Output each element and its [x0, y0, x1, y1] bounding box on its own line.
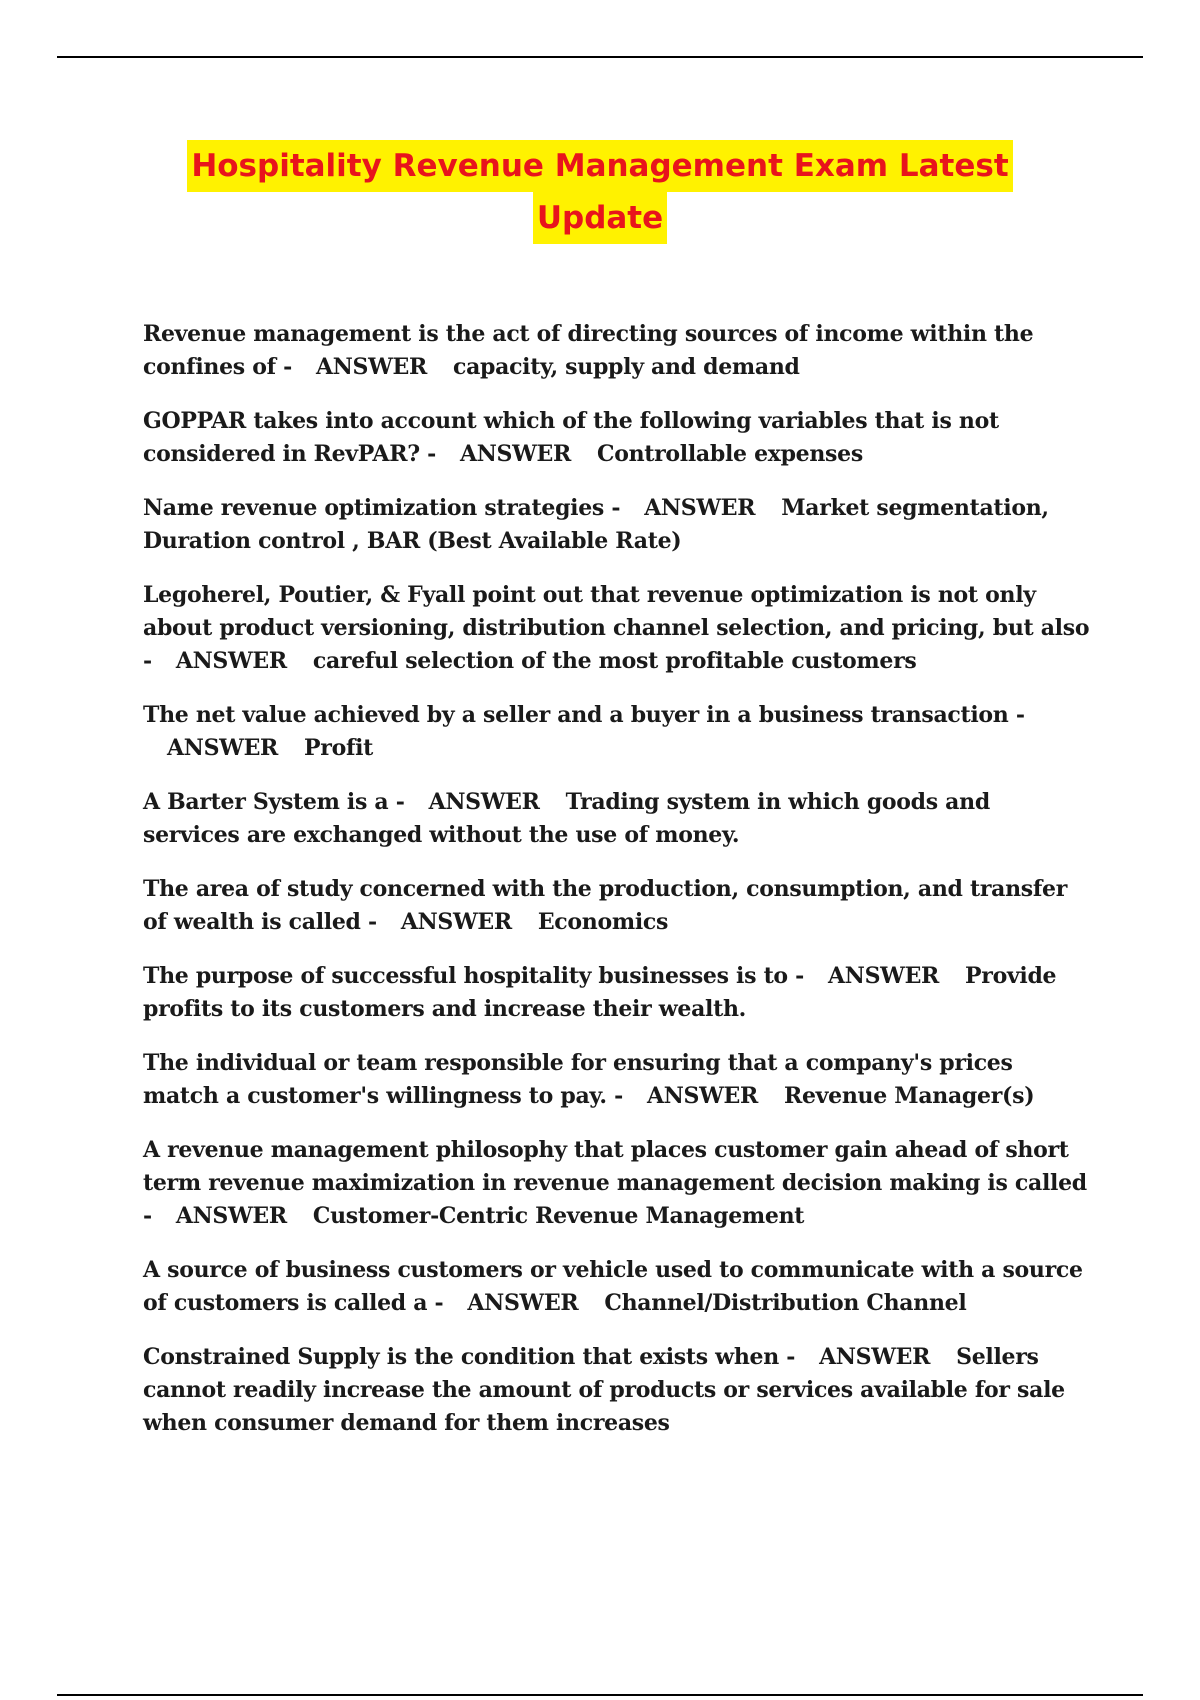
- question-text: The individual or team responsible for ensuring that a company's prices match a customer's willingness to pay. -: [143, 1050, 1013, 1109]
- question-text: Constrained Supply is the condition that exists when -: [143, 1344, 796, 1370]
- qa-list: [143, 318, 1093, 1461]
- answer-label: ANSWER: [175, 1203, 287, 1229]
- question-text: A Barter System is a -: [143, 789, 405, 815]
- answer-label: ANSWER: [828, 963, 940, 989]
- question-text: GOPPAR takes into account which of the following variables that is not considered in RevPAR? -: [143, 408, 999, 467]
- answer-text: Trading system in which goods and services are exchanged without the use of money.: [143, 789, 990, 848]
- answer-label: ANSWER: [646, 1083, 758, 1109]
- answer-text: careful selection of the most profitable customers: [312, 648, 917, 674]
- answer-label: ANSWER: [167, 735, 279, 761]
- qa-item: [143, 318, 1093, 384]
- question-text: Legoherel, Poutier, & Fyall point out that revenue optimization is not only about product versioning, distribution channel selection, and pricing, but also -: [143, 582, 1090, 674]
- qa-item: [143, 405, 1093, 471]
- question-text: A source of business customers or vehicle used to communicate with a source of customers is called a -: [143, 1257, 1083, 1316]
- answer-text: Controllable expenses: [597, 441, 863, 467]
- qa-item: [143, 579, 1093, 678]
- answer-text: Sellers cannot readily increase the amount of products or services available for sale when consumer demand for them increases: [143, 1344, 1065, 1436]
- title-line-1: Hospitality Revenue Management Exam Latest: [187, 140, 1012, 192]
- question-text: The area of study concerned with the production, consumption, and transfer of wealth is called -: [143, 876, 1068, 935]
- answer-label: ANSWER: [459, 441, 571, 467]
- qa-item: [143, 786, 1093, 852]
- answer-label: ANSWER: [315, 354, 427, 380]
- qa-item: [143, 1047, 1093, 1113]
- answer-label: ANSWER: [467, 1290, 579, 1316]
- answer-label: ANSWER: [819, 1344, 931, 1370]
- question-text: The purpose of successful hospitality businesses is to -: [143, 963, 804, 989]
- answer-text: Channel/Distribution Channel: [604, 1290, 967, 1316]
- qa-item: [143, 1341, 1093, 1440]
- answer-label: ANSWER: [175, 648, 287, 674]
- qa-item: [143, 873, 1093, 939]
- footer-rule: [57, 1694, 1143, 1696]
- answer-text: Economics: [537, 909, 669, 935]
- answer-label: ANSWER: [644, 495, 756, 521]
- qa-item: [143, 1254, 1093, 1320]
- answer-label: ANSWER: [428, 789, 540, 815]
- answer-text: Market segmentation, Duration control , BAR (Best Available Rate): [143, 495, 1049, 554]
- answer-text: Provide profits to its customers and increase their wealth.: [143, 963, 1057, 1022]
- question-text: Name revenue optimization strategies -: [143, 495, 621, 521]
- question-text: Revenue management is the act of directing sources of income within the confines of -: [143, 321, 1034, 380]
- question-text: A revenue management philosophy that places customer gain ahead of short term revenue maximization in revenue management decision making is called -: [143, 1137, 1087, 1229]
- answer-text: capacity, supply and demand: [452, 354, 800, 380]
- title-line-2: Update: [533, 192, 667, 244]
- answer-text: Revenue Manager(s): [783, 1083, 1035, 1109]
- answer-text: Customer-Centric Revenue Management: [312, 1203, 805, 1229]
- header-rule: [57, 56, 1143, 58]
- qa-item: [143, 960, 1093, 1026]
- page-title: [0, 140, 1200, 244]
- qa-item: [143, 1134, 1093, 1233]
- qa-item: [143, 699, 1093, 765]
- qa-item: [143, 492, 1093, 558]
- question-text: The net value achieved by a seller and a buyer in a business transaction -: [143, 702, 1025, 728]
- answer-text: Profit: [304, 735, 374, 761]
- answer-label: ANSWER: [400, 909, 512, 935]
